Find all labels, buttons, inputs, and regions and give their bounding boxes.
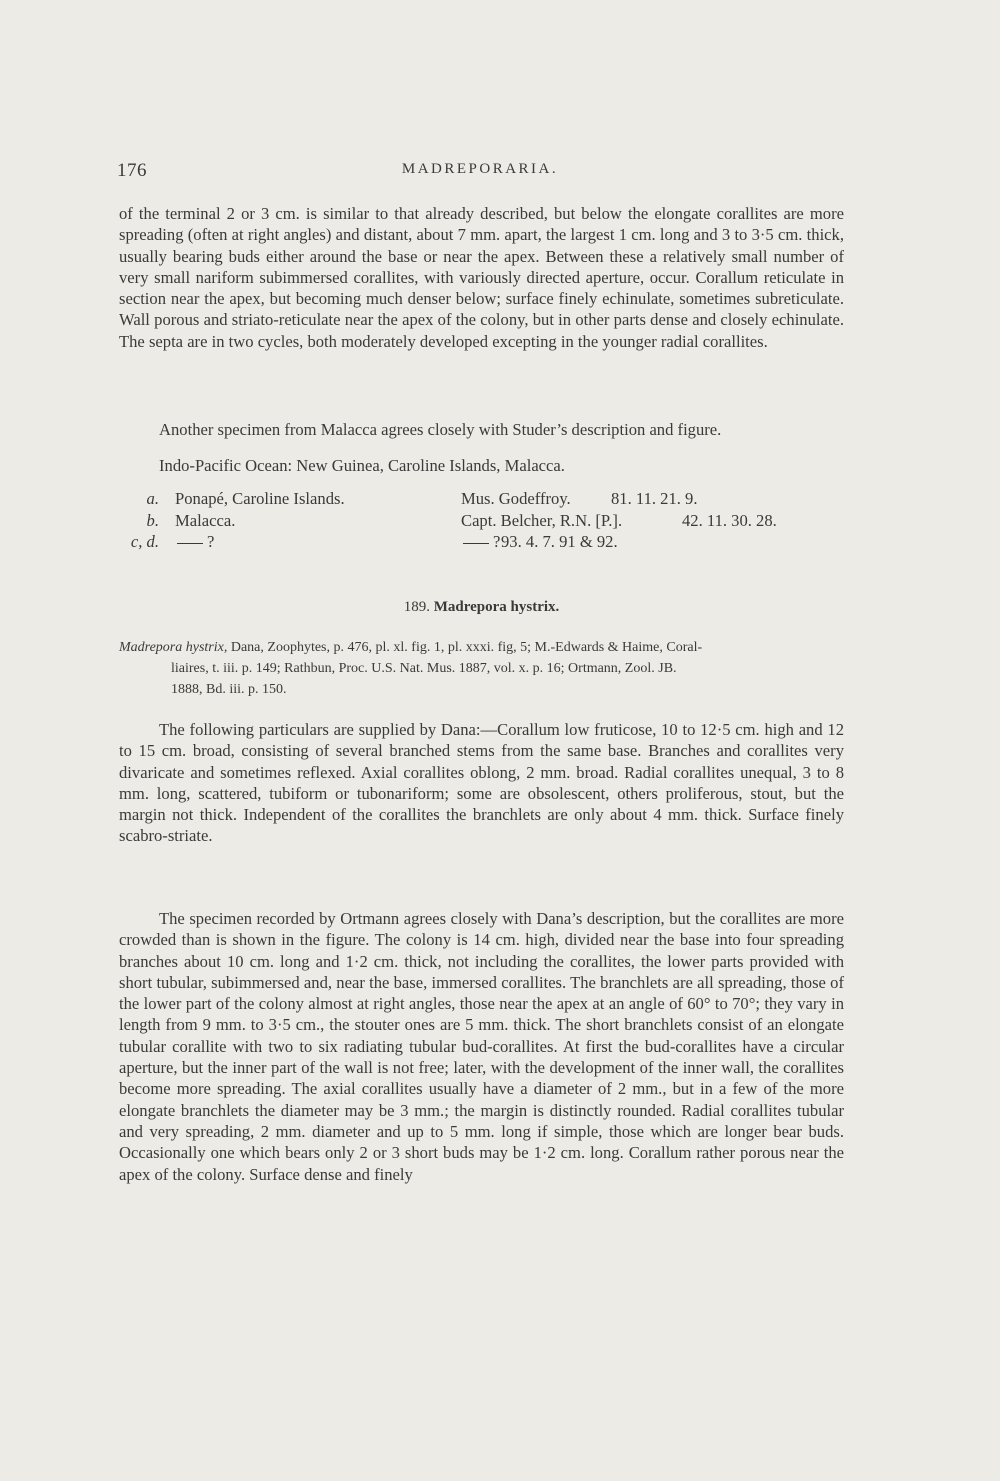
specimen-list: [119, 488, 844, 553]
specimen-register: 81. 11. 21. 9.: [611, 489, 698, 508]
synonym-line: Dana, Zoophytes, p. 476, pl. xl. fig. 1, pl. xxxi. fig, 5; M.-Edwards & Haime, Coral-: [230, 640, 703, 655]
species-number: 189.: [403, 599, 430, 615]
paragraph-dana-description: The following particulars are supplied by Dana:—Corallum low fruticose, 10 to 12·5 cm. high and 12 to 15 cm. broad, consisting of several branched stems from the same base. Branches and corallites very divaricate and sometimes reflexed. Axial corallites oblong, 2 mm. broad. Radial corallites unequal, 3 to 8 mm. long, scattered, tubiform or tubonariform; some are obsolescent, others proliferous, stout, but the margin not thick. Independent of the corallites the branchlets are only about 4 mm. thick. Surface finely scabro-striate.: [119, 720, 844, 846]
synonymy-block: [119, 637, 844, 700]
specimen-source: Mus. Godeffroy.: [461, 489, 571, 508]
paragraph-malacca-specimen: Another specimen from Malacca agrees closely with Studer’s description and figure.: [159, 420, 722, 439]
specimen-label: c, d.: [130, 532, 159, 551]
specimen-locality: Malacca.: [175, 510, 236, 530]
page-header: [117, 160, 843, 184]
species-heading: [119, 599, 844, 616]
specimen-register: 42. 11. 30. 28.: [682, 510, 777, 530]
specimen-source: Capt. Belcher, R.N. [P.].: [461, 510, 623, 530]
specimen-label: b.: [146, 510, 159, 530]
specimen-locality: Ponapé, Caroline Islands.: [175, 489, 345, 508]
synonym-taxon: Madrepora hystrix,: [119, 640, 228, 655]
specimen-row: [119, 531, 844, 553]
paragraph-ortmann-specimen: The specimen recorded by Ortmann agrees closely with Dana’s description, but the corallites are more crowded than is shown in the figure. The colony is 14 cm. high, divided near the base into four spreading branches about 10 cm. long and 1·2 cm. thick, not including the corallites, the lower parts provided with short tubular, subimmersed and, near the base, immersed corallites. The branchlets are all spreading, those of the lower part of the colony almost at right angles, those near the apex at an angle of 60° to 70°; they vary in length from 9 mm. to 3·5 cm., the stouter ones are 5 mm. thick. The short branchlets consist of an elongate tubular corallite with two to six radiating tubular bud-corallites. At first the bud-corallites have a circular aperture, but the inner part of the wall is not free; later, with the development of the inner wall, the corallites become more spreading. The axial corallites usually have a diameter of 2 mm., but in a few of the more elongate branchlets the diameter may be 3 mm.; the margin is distinctly rounded. Radial corallites tubular and very spreading, 2 mm. diameter and up to 5 mm. long if simple, those which are longer bear buds. Occasionally one which bears only 2 or 3 short buds may be 1·2 cm. long. Corallum rather porous near the apex of the colony. Surface dense and finely: [119, 909, 844, 1184]
specimen-row: [119, 488, 844, 510]
synonym-line: 1888, Bd. iii. p. 150.: [171, 682, 287, 697]
running-head: MADREPORARIA.: [401, 161, 559, 177]
specimen-locality: ?: [207, 532, 215, 551]
specimen-label: a.: [146, 489, 159, 508]
paragraph-distribution: Indo-Pacific Ocean: New Guinea, Caroline Islands, Malacca.: [159, 456, 565, 475]
paragraph-continued-description: of the terminal 2 or 3 cm. is similar to that already described, but below the elongate corallites are more spreading (often at right angles) and distant, about 7 mm. apart, the largest 1 cm. long and 3 to 3·5 cm. thick, usually bearing buds either around the base or near the apex. Between these a relatively small number of very small nariform subimmersed corallites, with variously directed aperture, occur. Corallum reticulate in section near the apex, but becoming much denser below; surface finely echinulate, sometimes subreticulate. Wall porous and striato-reticulate near the apex of the colony, but in other parts dense and closely echinulate. The septa are in two cycles, both moderately developed excepting in the younger radial corallites.: [119, 204, 844, 351]
specimen-register: 93. 4. 7. 91 & 92.: [501, 532, 618, 551]
synonym-line: liaires, t. iii. p. 149; Rathbun, Proc. U.S. Nat. Mus. 1887, vol. x. p. 16; Ortmann, Zool. JB.: [171, 661, 677, 676]
specimen-row: [119, 510, 844, 532]
specimen-source: ?: [493, 532, 501, 551]
ditto-dash: [177, 543, 203, 544]
page-number: 176: [117, 160, 147, 181]
species-name: Madrepora hystrix.: [433, 599, 560, 615]
ditto-dash: [463, 543, 489, 544]
